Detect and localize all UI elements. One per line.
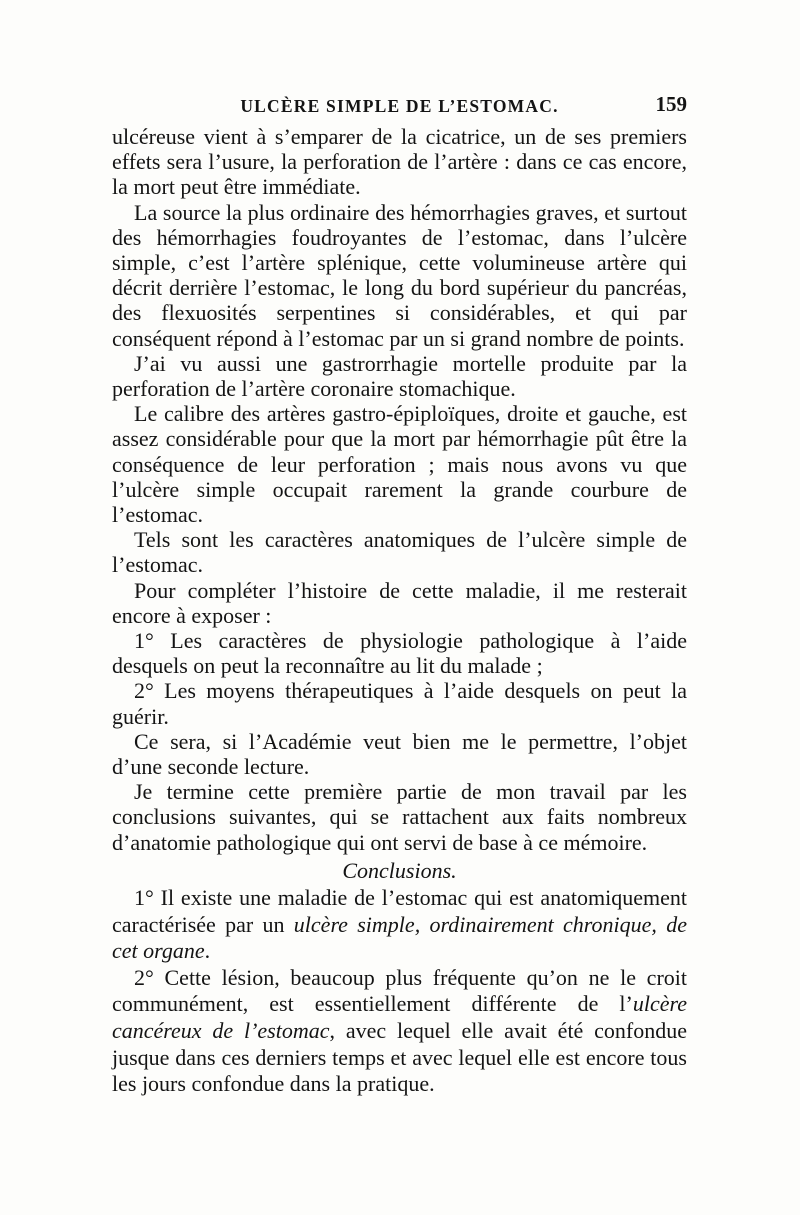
- paragraph: Le calibre des artères gastro-épiploïques, droite et gauche, est assez considérable pour que la mort par hémorrhagie pût être la conséquence de leur perforation ; mais nous avons vu que l’ulcère simple occupait rarement la grande courbure de l’estomac.: [112, 401, 687, 528]
- conclusion-text: 1° Il existe une maladie de l’estomac qui est anatomiquement caractérisée par un: [112, 885, 687, 937]
- paragraph-continued: ulcéreuse vient à s’emparer de la cicatrice, un de ses premiers effets sera l’usure, la perforation de l’artère : dans ce cas encore, la mort peut être immédiate.: [112, 124, 687, 200]
- paragraph: Pour compléter l’histoire de cette maladie, il me resterait encore à exposer :: [112, 577, 687, 628]
- list-item: 2° Les moyens thérapeutiques à l’aide desquels on peut la guérir.: [112, 678, 687, 729]
- conclusion-text: 2° Cette lésion, beaucoup plus fréquente qu’on ne le croit communément, est essentiellement différente de l’: [112, 964, 687, 1017]
- paragraph: Tels sont les caractères anatomiques de l’ulcère simple de l’estomac.: [112, 527, 687, 578]
- conclusion-item: [112, 885, 687, 965]
- body-text: [112, 124, 687, 1098]
- page-header: [112, 92, 687, 122]
- conclusion-punct: .: [204, 938, 211, 964]
- conclusion-item: [112, 965, 687, 1098]
- running-head: ULCÈRE SIMPLE DE L’ESTOMAC.: [240, 96, 559, 116]
- conclusion-punct: ,: [329, 1018, 336, 1044]
- conclusion-italic: ulcère cancéreux de l’estomac: [112, 991, 687, 1044]
- conclusion-italic: ulcère simple, ordinairement chronique, de cet organe: [112, 911, 687, 964]
- page-number: 159: [655, 92, 687, 116]
- conclusion-rest: avec lequel elle avait été confondue jusque dans ces derniers temps et avec lequel elle est encore tous les jours confondue dans la pratique.: [112, 1018, 687, 1097]
- paragraph: Ce sera, si l’Académie veut bien me le permettre, l’objet d’une seconde lecture.: [112, 728, 687, 780]
- paragraph: Je termine cette première partie de mon travail par les conclusions suivantes, qui se rattachent aux faits nombreux d’anatomie pathologique qui ont servi de base à ce mémoire.: [112, 779, 687, 855]
- paragraph: J’ai vu aussi une gastrorrhagie mortelle produite par la perforation de l’artère coronaire stomachique.: [112, 350, 687, 402]
- list-item: 1° Les caractères de physiologie pathologique à l’aide desquels on peut la reconnaître au lit du malade ;: [112, 628, 687, 679]
- paragraph: La source la plus ordinaire des hémorrhagies graves, et surtout des hémorrhagies foudroyantes de l’estomac, dans l’ulcère simple, c’est l’artère splénique, cette volumineuse artère qui décrit derrière l’estomac, le long du bord supérieur du pancréas, des flexuosités serpentines si considérables, et qui par conséquent répond à l’estomac par un si grand nombre de points.: [112, 199, 687, 351]
- conclusions-heading: Conclusions.: [342, 857, 457, 883]
